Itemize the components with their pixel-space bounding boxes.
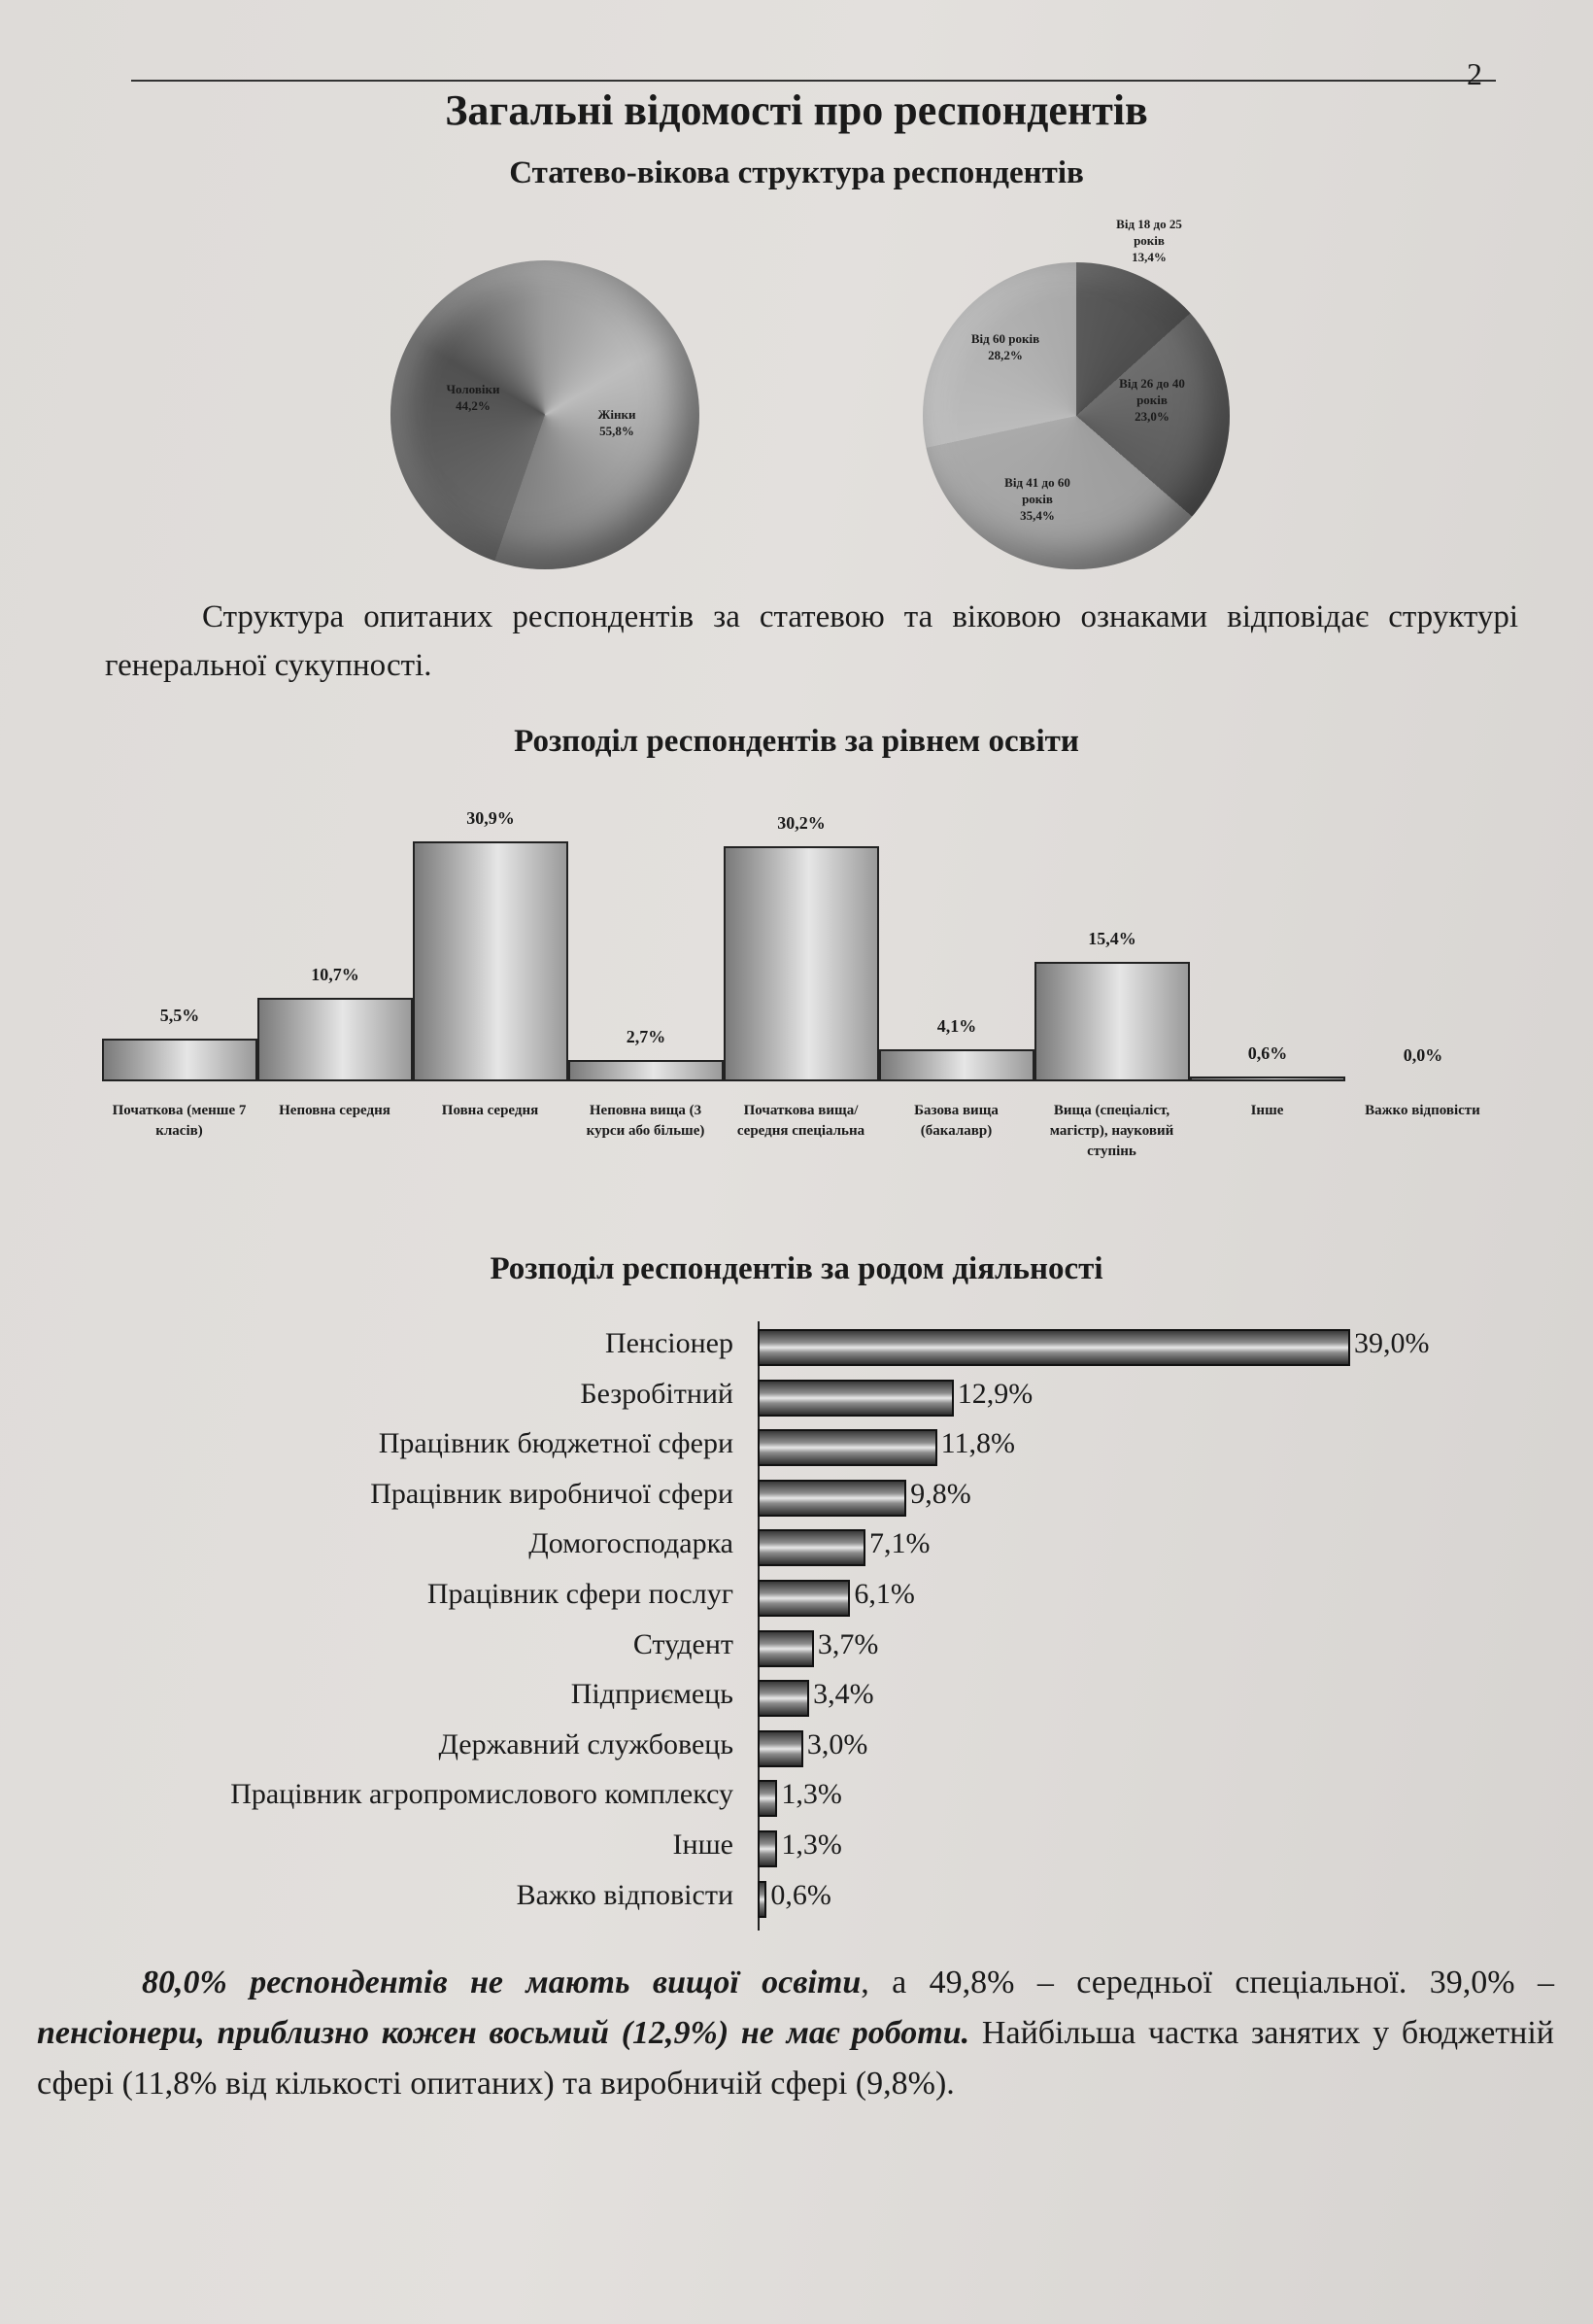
education-bar-category: Важко відповісти [1365, 1103, 1480, 1118]
occupation-bar-category: Державний службовець [438, 1727, 733, 1760]
page-title: Загальні відомості про респондентів [445, 86, 1148, 134]
age-pie-label-41-60: Від 41 до 60 років 35,4% [1004, 475, 1070, 523]
education-bar-value: 0,6% [1247, 1043, 1288, 1064]
summary-paragraph: 80,0% респондентів не мають вищої освіти, а 49,8% – середньої спеціальної. 39,0% – пенсіонери, приблизно кожен восьмий (12,9%) не має роботи. Найбільша частка занятих у бюджетній сфері (11,8% від кількості опитаних) та виробничій сфері (9,8%). [37, 1965, 1555, 2102]
education-bar [257, 998, 413, 1081]
education-bar [724, 846, 879, 1081]
occupation-bar [758, 1480, 906, 1517]
education-bar-value: 5,5% [159, 1006, 200, 1025]
education-bar [1034, 962, 1190, 1081]
occupation-bar-value: 11,8% [940, 1427, 1015, 1460]
education-bar [879, 1049, 1034, 1081]
education-bar-category: Неповна вища (3 курси або більше) [586, 1103, 705, 1139]
education-bar-category: Неповна середня [279, 1103, 390, 1118]
occupation-bar-category: Безробітний [580, 1377, 733, 1410]
page-number: 2 [1467, 56, 1482, 91]
education-bar-category: Вища (спеціаліст, магістр), науковий ступінь [1049, 1103, 1174, 1159]
section-heading-education: Розподіл респондентів за рівнем освіти [514, 724, 1079, 759]
education-bar-value: 15,4% [1088, 928, 1136, 948]
education-bar-value: 30,9% [466, 807, 515, 828]
education-bar [413, 841, 568, 1081]
occupation-bar [758, 1529, 865, 1566]
education-bar [102, 1039, 257, 1081]
education-bar-value: 2,7% [626, 1027, 666, 1047]
occupation-bar [758, 1630, 814, 1667]
occupation-bar-category: Працівник сфери послуг [426, 1578, 733, 1610]
occupation-bar-value: 3,7% [817, 1627, 879, 1660]
education-bar-value: 10,7% [311, 965, 359, 985]
section-heading-gender-age: Статево-вікова структура респондентів [509, 155, 1084, 190]
occupation-bar-category: Важко відповісти [516, 1878, 733, 1911]
occupation-bar-category: Інше [672, 1828, 733, 1861]
occupation-bar-value: 1,3% [781, 1778, 842, 1811]
education-bar-value: 30,2% [777, 813, 826, 834]
summary-bold-1: 80,0% респондентів не мають вищої освіти [142, 1965, 862, 2000]
occupation-bar-category: Працівник бюджетної сфери [378, 1427, 733, 1460]
occupation-bar [758, 1329, 1350, 1366]
occupation-bar-category: Працівник агропромислового комплексу [230, 1778, 733, 1811]
age-pie-label-18-25: Від 18 до 25 років 13,4% [1116, 217, 1182, 264]
occupation-bar-value: 3,4% [813, 1678, 874, 1711]
education-bar [568, 1060, 724, 1081]
gender-pie-label-female: Жінки 55,8% [597, 407, 636, 438]
occupation-bar-category: Підприємець [570, 1678, 733, 1711]
occupation-bar-value: 39,0% [1354, 1327, 1430, 1359]
education-bar [1190, 1077, 1345, 1081]
header-rule [131, 80, 1496, 82]
education-bar-category: Початкова вища/середня спеціальна [736, 1103, 865, 1139]
occupation-bar [758, 1680, 809, 1717]
occupation-bar-category: Домогосподарка [528, 1527, 733, 1560]
summary-bold-2: пенсіонери, приблизно кожен восьмий (12,9%) не має роботи. [37, 2015, 970, 2051]
age-pie-label-26-40: Від 26 до 40 років 23,0% [1119, 376, 1185, 424]
occupation-bar [758, 1580, 850, 1617]
occupation-bar-category: Працівник виробничої сфери [370, 1477, 733, 1510]
occupation-bar [758, 1830, 777, 1867]
occupation-bar-value: 6,1% [854, 1578, 915, 1610]
occupation-bar-value: 1,3% [781, 1828, 842, 1861]
occupation-bar-value: 3,0% [806, 1727, 868, 1760]
education-bar-category: Базова вища (бакалавр) [914, 1103, 999, 1139]
occupation-bar [758, 1881, 766, 1918]
occupation-bar [758, 1780, 777, 1817]
occupation-bar [758, 1429, 937, 1466]
occupation-bar-value: 9,8% [910, 1477, 971, 1510]
education-bar-value: 4,1% [936, 1016, 977, 1037]
occupation-bar-value: 7,1% [869, 1527, 931, 1560]
occupation-bar-category: Пенсіонер [604, 1327, 733, 1359]
occupation-bar-category: Студент [632, 1627, 733, 1660]
education-bar-category: Інше [1250, 1103, 1284, 1118]
education-bar-category: Початкова (менше 7 класів) [112, 1103, 247, 1139]
education-bar-category: Повна середня [441, 1103, 539, 1118]
structure-paragraph: Структура опитаних респондентів за статевою та віковою ознаками відповідає структурі генеральної сукупності. [105, 599, 1518, 683]
occupation-bar-value: 0,6% [770, 1878, 831, 1911]
occupation-bar-value: 12,9% [957, 1377, 1034, 1410]
occupation-bar [758, 1380, 954, 1417]
section-heading-occupation: Розподіл респондентів за родом діяльності [490, 1251, 1103, 1286]
age-pie-label-60-plus: Від 60 років 28,2% [970, 331, 1040, 362]
occupation-bar [758, 1730, 803, 1767]
education-bar-value: 0,0% [1403, 1045, 1443, 1065]
gender-pie-label-male: Чоловіки 44,2% [446, 382, 500, 413]
